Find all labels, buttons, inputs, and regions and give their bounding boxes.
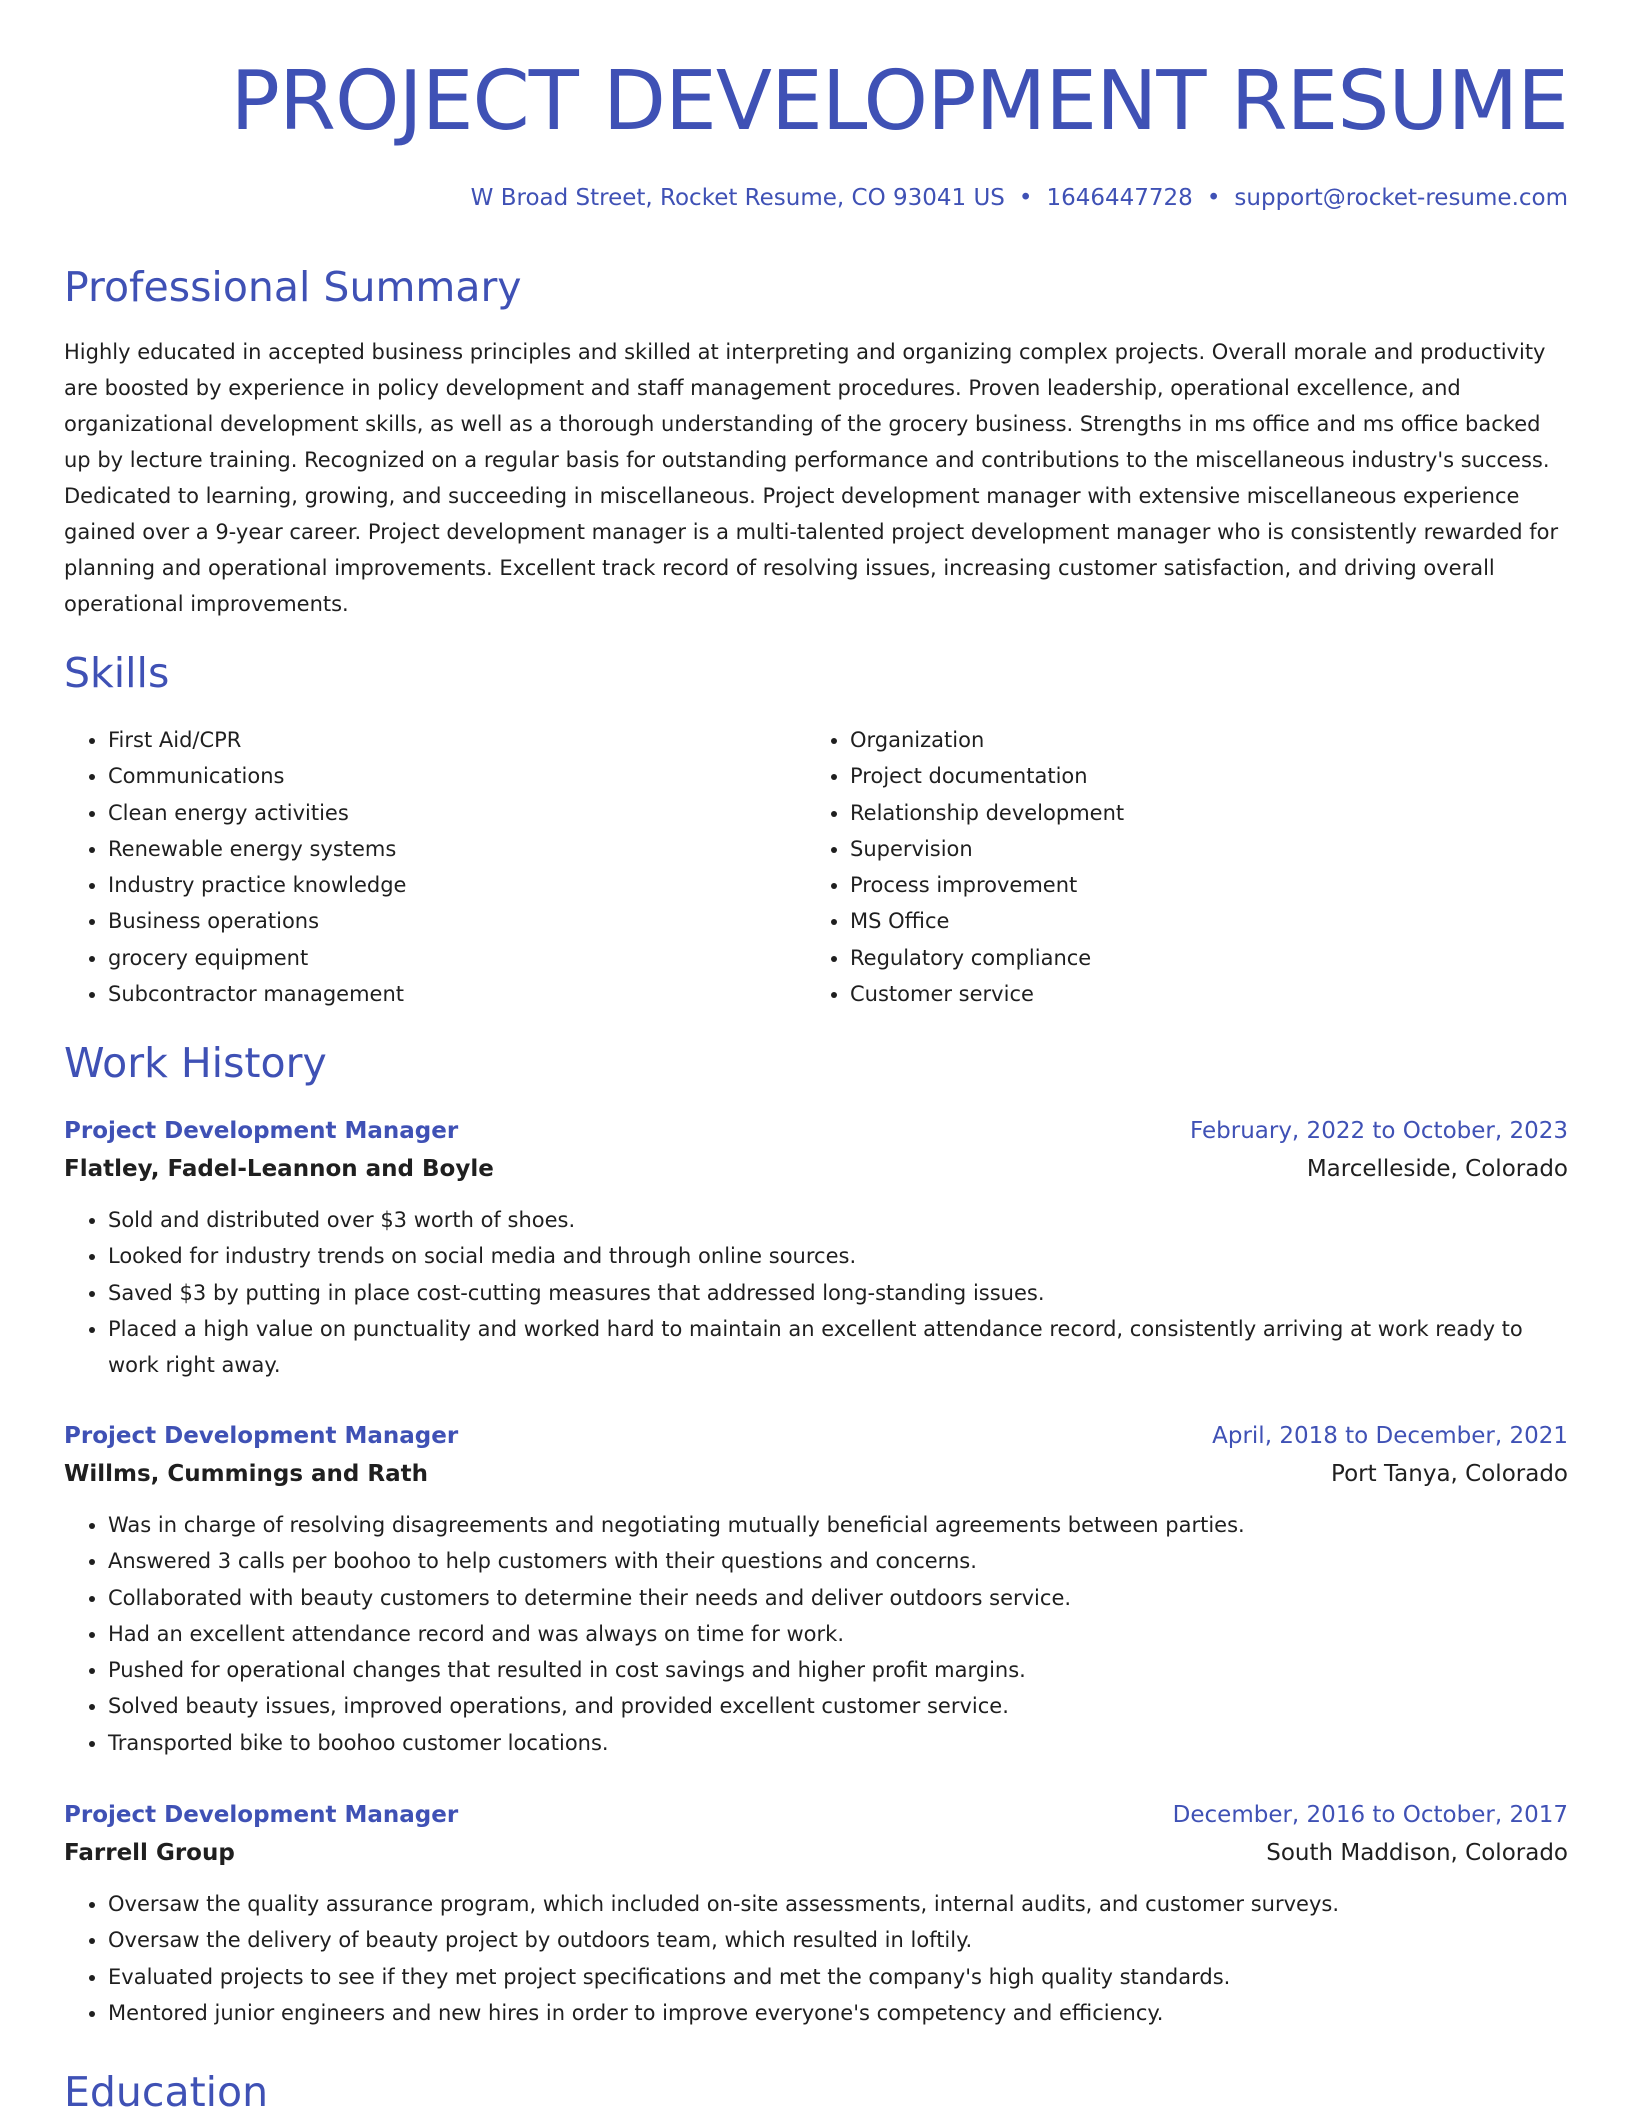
job-company-row: [64, 1834, 1568, 1872]
job-dates: April, 2018 to December, 2021: [1212, 1423, 1568, 1449]
job-bullet: • Collaborated with beauty customers to determine their needs and deliver outdoors service.: [108, 1580, 1568, 1616]
job-dates: February, 2022 to October, 2023: [1190, 1118, 1568, 1144]
job-bullet: • Pushed for operational changes that resulted in cost savings and higher profit margins.: [108, 1652, 1568, 1688]
job-bullet: • Looked for industry trends on social media and through online sources.: [108, 1238, 1568, 1274]
phone: 1646447728: [1046, 185, 1193, 211]
job-bullet: • Oversaw the delivery of beauty project by outdoors team, which resulted in loftily.: [108, 1922, 1568, 1958]
job-header-row: [64, 1417, 1568, 1455]
job-bullet: • Sold and distributed over $3 worth of shoes.: [108, 1202, 1568, 1238]
job-entry: [64, 1796, 1568, 2031]
job-company-row: [64, 1150, 1568, 1188]
resume-title: PROJECT DEVELOPMENT RESUME: [230, 54, 1568, 149]
skill-item: • Project documentation: [850, 758, 1550, 794]
job-header-row: [64, 1796, 1568, 1834]
skill-item: • Subcontractor management: [108, 976, 808, 1012]
job-bullet: • Saved $3 by putting in place cost-cutting measures that addressed long-standing issues.: [108, 1275, 1568, 1311]
skills-list-right: [806, 722, 1550, 1012]
job-header-row: [64, 1112, 1568, 1150]
skill-item: • Supervision: [850, 831, 1550, 867]
job-bullet: • Was in charge of resolving disagreements and negotiating mutually beneficial agreements between parties.: [108, 1507, 1568, 1543]
job-title: Project Development Manager: [64, 1423, 459, 1449]
contact-separator: •: [1018, 185, 1033, 211]
skill-item: • MS Office: [850, 903, 1550, 939]
job-bullets: [64, 1886, 1568, 2031]
skill-item: • Relationship development: [850, 795, 1550, 831]
skill-item: • Business operations: [108, 903, 808, 939]
skill-item: • Regulatory compliance: [850, 940, 1550, 976]
skills-list-left: [64, 722, 808, 1012]
skill-item: • Industry practice knowledge: [108, 867, 808, 903]
contact-separator: •: [1206, 185, 1221, 211]
skill-item: • Process improvement: [850, 867, 1550, 903]
address: W Broad Street, Rocket Resume, CO 93041 US: [470, 185, 1005, 211]
job-entry: [64, 1112, 1568, 1383]
job-location: Port Tanya, Colorado: [1331, 1461, 1568, 1487]
job-entry: [64, 1417, 1568, 1761]
email-link[interactable]: support@rocket-resume.com: [1234, 185, 1568, 211]
skill-item: • Renewable energy systems: [108, 831, 808, 867]
job-bullet: • Solved beauty issues, improved operations, and provided excellent customer service.: [108, 1688, 1568, 1724]
job-bullet: • Answered 3 calls per boohoo to help customers with their questions and concerns.: [108, 1543, 1568, 1579]
skill-item: • grocery equipment: [108, 940, 808, 976]
job-company-row: [64, 1455, 1568, 1493]
job-location: South Maddison, Colorado: [1266, 1840, 1568, 1866]
job-company: Farrell Group: [64, 1840, 235, 1866]
skill-item: • Communications: [108, 758, 808, 794]
job-bullet: • Transported bike to boohoo customer locations.: [108, 1725, 1568, 1761]
job-bullets: [64, 1202, 1568, 1383]
section-title-summary: Professional Summary: [64, 263, 522, 311]
skill-item: • Organization: [850, 722, 1550, 758]
job-bullets: [64, 1507, 1568, 1761]
job-company: Flatley, Fadel-Leannon and Boyle: [64, 1156, 494, 1182]
summary-text: Highly educated in accepted business principles and skilled at interpreting and organizing complex projects. Overall morale and productivity are boosted by experience in policy development and staff management procedures. Proven leadership, operational excellence, and organizational development skills, as well as a thorough understanding of the grocery business. Strengths in ms office and ms office backed up by lecture training. Recognized on a regular basis for outstanding performance and contributions to the miscellaneous industry's success. Dedicated to learning, growing, and succeeding in miscellaneous. Project development manager with extensive miscellaneous experience gained over a 9-year career. Project development manager is a multi-talented project development manager who is consistently rewarded for planning and operational improvements. Excellent track record of resolving issues, increasing customer satisfaction, and driving overall operational improvements.: [64, 340, 1559, 616]
job-bullet: • Mentored junior engineers and new hires in order to improve everyone's competency and efficiency.: [108, 1995, 1568, 2031]
job-location: Marcelleside, Colorado: [1306, 1156, 1568, 1182]
contact-line: [471, 180, 1568, 216]
section-title-work-history: Work History: [64, 1039, 327, 1087]
job-bullet: • Oversaw the quality assurance program, which included on-site assessments, internal audits, and customer surveys.: [108, 1886, 1568, 1922]
section-title-education: Education: [64, 2068, 269, 2116]
skill-item: • Customer service: [850, 976, 1550, 1012]
job-bullet: • Placed a high value on punctuality and worked hard to maintain an excellent attendance record, consistently arriving at work ready to work right away.: [108, 1311, 1568, 1384]
job-bullet: • Evaluated projects to see if they met project specifications and met the company's high quality standards.: [108, 1959, 1568, 1995]
skill-item: • Clean energy activities: [108, 795, 808, 831]
job-bullet: • Had an excellent attendance record and was always on time for work.: [108, 1616, 1568, 1652]
section-title-skills: Skills: [64, 649, 170, 697]
job-title: Project Development Manager: [64, 1802, 459, 1828]
skill-item: • First Aid/CPR: [108, 722, 808, 758]
job-dates: December, 2016 to October, 2017: [1172, 1802, 1568, 1828]
job-title: Project Development Manager: [64, 1118, 459, 1144]
job-company: Willms, Cummings and Rath: [64, 1461, 428, 1487]
